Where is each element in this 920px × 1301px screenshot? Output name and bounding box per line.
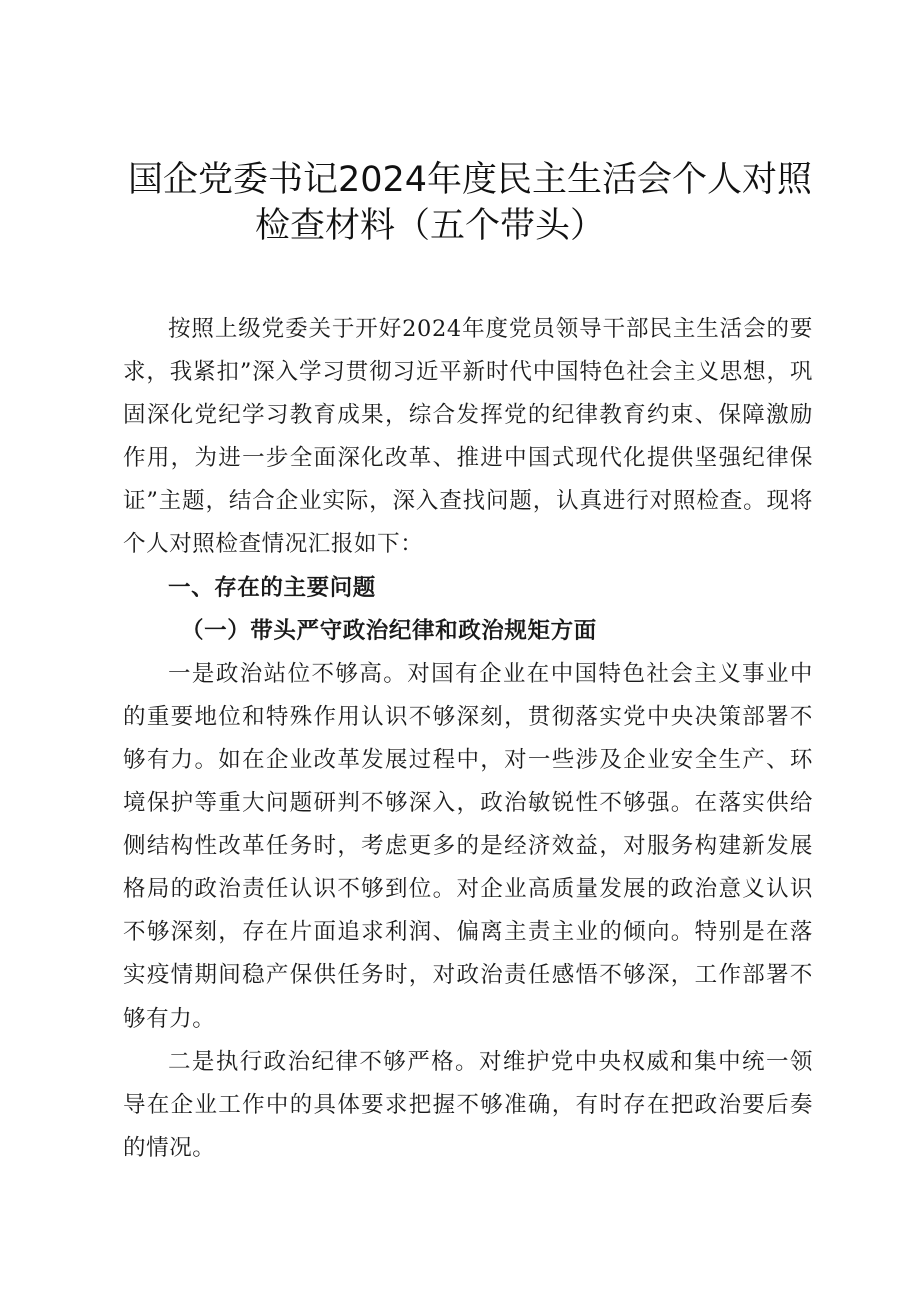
section-heading: 一、存在的主要问题: [168, 574, 376, 601]
intro-paragraph: 按照上级党委关于开好2024年度党员领导干部民主生活会的要求，我紧扣”深入学习贯彻习近平新时代中国特色社会主义思想，巩固深化党纪学习教育成果，综合发挥党的纪律教育约束、保障激励作用，为进一步全面深化改革、推进中国式现代化提供坚强纪律保证”主题，结合企业实际，深入查找问题，认真进行对照检查。现将个人对照检查情况汇报如下：: [123, 316, 813, 558]
paragraph-political-stance: 一是政治站位不够高。对国有企业在中国特色社会主义事业中的重要地位和特殊作用认识不够深刻，贯彻落实党中央决策部署不够有力。如在企业改革发展过程中，对一些涉及企业安全生产、环境保护等重大问题研判不够深入，政治敏锐性不够强。在落实供给侧结构性改革任务时，考虑更多的是经济效益，对服务构建新发展格局的政治责任认识不够到位。对企业高质量发展的政治意义认识不够深刻，存在片面追求利润、偏离主责主业的倾向。特别是在落实疫情期间稳产保供任务时，对政治责任感悟不够深，工作部署不够有力。: [123, 660, 813, 1032]
subsection-heading: （一）带头严守政治纪律和政治规矩方面: [181, 617, 597, 644]
paragraph-political-discipline: 二是执行政治纪律不够严格。对维护党中央权威和集中统一领导在企业工作中的具体要求把握不够准确，有时存在把政治要后奏的情况。: [123, 1048, 813, 1161]
document-title-line-2: 检查材料（五个带头）: [254, 206, 605, 246]
document-body: [123, 308, 813, 1170]
document-title-line-1: 国企党委书记2024年度民主生活会个人对照: [127, 160, 813, 200]
